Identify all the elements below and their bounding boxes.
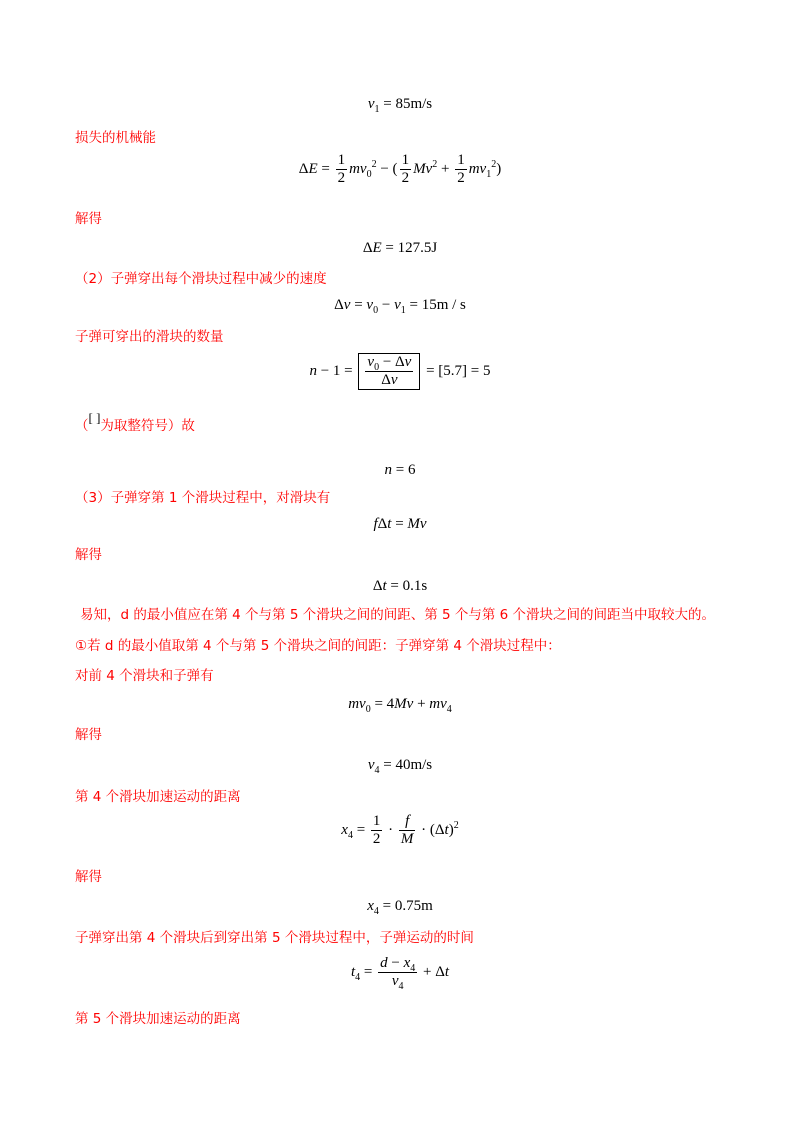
- equation-v4: $v_4 = 40m/s$: [367, 757, 433, 776]
- equation-n: n = 6: [384, 462, 416, 478]
- equation-energy-result: ΔE = 127.5J: [362, 240, 438, 256]
- equation-v1: $v_1 = 85m/s$: [367, 96, 433, 115]
- text-line: （[ ]为取整符号）故: [75, 410, 195, 434]
- text-line: ①若 d 的最小值取第 4 个与第 5 个滑块之间的间距：子弹穿第 4 个滑块过程中：: [75, 638, 561, 654]
- equation-impulse: fΔt = Mv: [373, 516, 427, 532]
- equation-count: n − 1 = $\frac{v_0 - \Delta v}{\Delta v}$ = [5.7] = 5: [309, 354, 491, 388]
- equation-delta-t: Δt = 0.1s: [372, 578, 428, 594]
- equation-delta-v: $\Delta v = v_0 - v_1 = 15m / s$: [334, 297, 466, 316]
- text-line: 子弹可穿出的滑块的数量: [75, 329, 224, 345]
- text-line: 解得: [75, 869, 102, 885]
- equation-energy-loss: ΔE = $\frac{1}{2}$ $mv_0^2$ − ( $\frac{1}{2}$ $Mv^2$ + $\frac{1}{2}$ $mv_1^2$): [298, 152, 502, 186]
- text-line: 解得: [75, 727, 102, 743]
- text-line: 易知，d 的最小值应在第 4 个与第 5 个滑块之间的间距、第 5 个与第 6 个滑块之间的间距当中取较大的。: [80, 607, 716, 623]
- text-line: 子弹穿出第 4 个滑块后到穿出第 5 个滑块过程中，子弹运动的时间: [75, 930, 474, 946]
- text-line: （3）子弹穿第 1 个滑块过程中，对滑块有: [75, 490, 331, 506]
- text-line: 第 4 个滑块加速运动的距离: [75, 789, 241, 805]
- equation-momentum: $mv_0 = 4Mv + mv_4$: [348, 696, 452, 715]
- equation-x4: $x_4$ = $\frac{1}{2}$ · $\frac{f}{M}$ · $(\Delta t)^2$: [341, 813, 459, 847]
- text-line: 损失的机械能: [75, 130, 156, 146]
- text-line: 第 5 个滑块加速运动的距离: [75, 1011, 241, 1027]
- equation-x4-result: $x_4 = 0.75m$: [367, 898, 433, 917]
- text-line: 对前 4 个滑块和子弹有: [75, 668, 214, 684]
- text-line: 解得: [75, 211, 102, 227]
- text-line: （2）子弹穿出每个滑块过程中减少的速度: [75, 271, 327, 287]
- text-line: 解得: [75, 547, 102, 563]
- equation-t4: $t_4$ = $\frac{d - x_4}{v_4}$ + Δt: [350, 955, 450, 992]
